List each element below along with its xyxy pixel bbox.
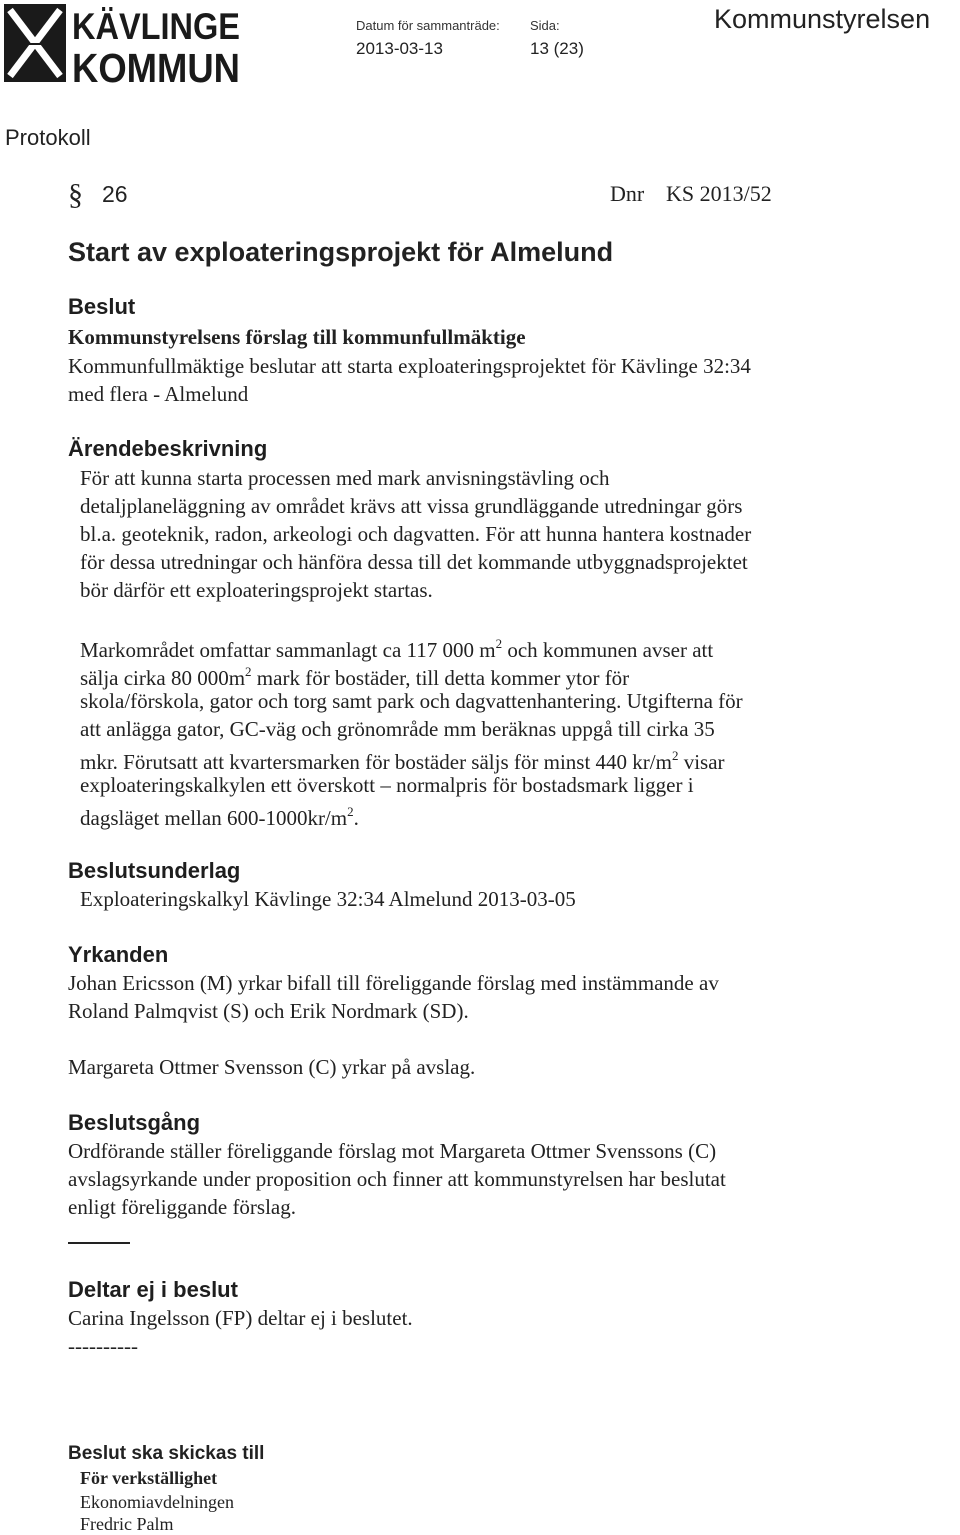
arende-p2-line-5: mkr. Förutsatt att kvartersmarken för bostäder säljs för minst 440 $kr/m^2$ visar [80, 748, 725, 774]
beslutsgang-line-2: avslagsyrkande under proposition och finner att kommunstyrelsen har beslutat [68, 1167, 726, 1191]
page-label: Sida: [530, 18, 560, 33]
beslut-heading: Beslut [68, 294, 136, 319]
kavlinge-kommun-logo [2, 2, 242, 91]
paragraph-number: 26 [102, 181, 128, 207]
beslutsgang-line-3: enligt föreliggande förslag. [68, 1195, 297, 1219]
paragraph-sign: § [68, 178, 83, 211]
page-number: 13 (23) [530, 39, 584, 58]
skickas-heading: Beslut ska skickas till [68, 1443, 265, 1464]
coat-of-arms-icon [4, 4, 66, 82]
meeting-date-label: Datum för sammanträde: [356, 18, 500, 33]
yrkanden-line-1: Johan Ericsson (M) yrkar bifall till föreliggande förslag med instämmande av [68, 971, 719, 995]
superscript: 2 [245, 664, 252, 679]
superscript: 2 [347, 804, 354, 819]
recipient-2: Fredric Palm [80, 1514, 174, 1534]
section-divider [68, 1242, 130, 1244]
dashed-separator: ---------- [68, 1334, 138, 1358]
recipient-1: Ekonomiavdelningen [80, 1492, 234, 1512]
beslut-subheading: Kommunstyrelsens förslag till kommunfullmäktige [68, 325, 526, 349]
beslutsgang-heading: Beslutsgång [68, 1110, 201, 1135]
arende-p2-line-2: sälja cirka 80 $000m^2$ mark för bostäder, till detta kommer ytor för [80, 664, 630, 690]
arende-p1-line-2: detaljplaneläggning av området krävs att vissa grundläggande utredningar görs [80, 494, 743, 518]
arendebeskrivning-heading: Ärendebeskrivning [68, 436, 268, 461]
arende-p2-line-1: Markområdet omfattar sammanlagt ca 117 000 $m^2$ och kommunen avser att [80, 636, 714, 662]
arende-p1-line-5: bör därför ett exploateringsprojekt startas. [80, 578, 433, 602]
yrkanden-heading: Yrkanden [68, 942, 169, 967]
beslut-line-2: med flera - Almelund [68, 382, 249, 406]
yrkanden-line-2: Roland Palmqvist (S) och Erik Nordmark (SD). [68, 999, 469, 1023]
beslut-line-1: Kommunfullmäktige beslutar att starta exploateringsprojektet för Kävlinge 32:34 [68, 354, 751, 378]
meeting-date: 2013-03-13 [356, 39, 443, 58]
arende-p2-line-6: exploateringskalkylen ett överskott – normalpris för bostadsmark ligger i [80, 773, 694, 797]
deltar-ej-heading: Deltar ej i beslut [68, 1277, 238, 1302]
superscript: 2 [495, 636, 503, 651]
page-title: Start av exploateringsprojekt för Almelund [68, 237, 614, 267]
arende-p1-line-1: För att kunna starta processen med mark anvisningstävling och [80, 466, 610, 490]
beslutsgang-line-1: Ordförande ställer föreliggande förslag mot Margareta Ottmer Svenssons (C) [68, 1139, 717, 1163]
arende-p2-line-4: att anlägga gator, GC-väg och grönområde mm beräknas uppgå till cirka 35 [80, 717, 715, 741]
yrkanden-line-3: Margareta Ottmer Svensson (C) yrkar på avslag. [68, 1055, 476, 1079]
logo-line-2: KOMMUN [72, 45, 240, 91]
document-title: Kommunstyrelsen [714, 4, 931, 34]
logo-line-1: KÄVLINGE [72, 6, 240, 47]
verkstallighet-heading: För verkställighet [80, 1468, 218, 1488]
beslutsunderlag-text: Exploateringskalkyl Kävlinge 32:34 Almelund 2013-03-05 [80, 887, 576, 911]
arende-p2-line-3: skola/förskola, gator och torg samt park och dagvattenhantering. Utgifterna för [80, 689, 743, 713]
deltar-ej-text: Carina Ingelsson (FP) deltar ej i beslutet. [68, 1306, 413, 1330]
arende-p1-line-4: för dessa utredningar och hänföra dessa till det kommande utbyggnadsprojektet [80, 550, 748, 574]
dnr-label: Dnr [610, 181, 645, 206]
beslutsunderlag-heading: Beslutsunderlag [68, 858, 241, 883]
superscript: 2 [671, 748, 679, 763]
protokoll-label: Protokoll [5, 125, 91, 150]
arende-p2-line-7: dagsläget mellan $600-1000kr/m^2$. [80, 804, 359, 830]
arende-p1-line-3: bl.a. geoteknik, radon, arkeologi och dagvatten. För att hunna hantera kostnader [80, 522, 752, 546]
dnr-number: KS 2013/52 [666, 181, 772, 206]
